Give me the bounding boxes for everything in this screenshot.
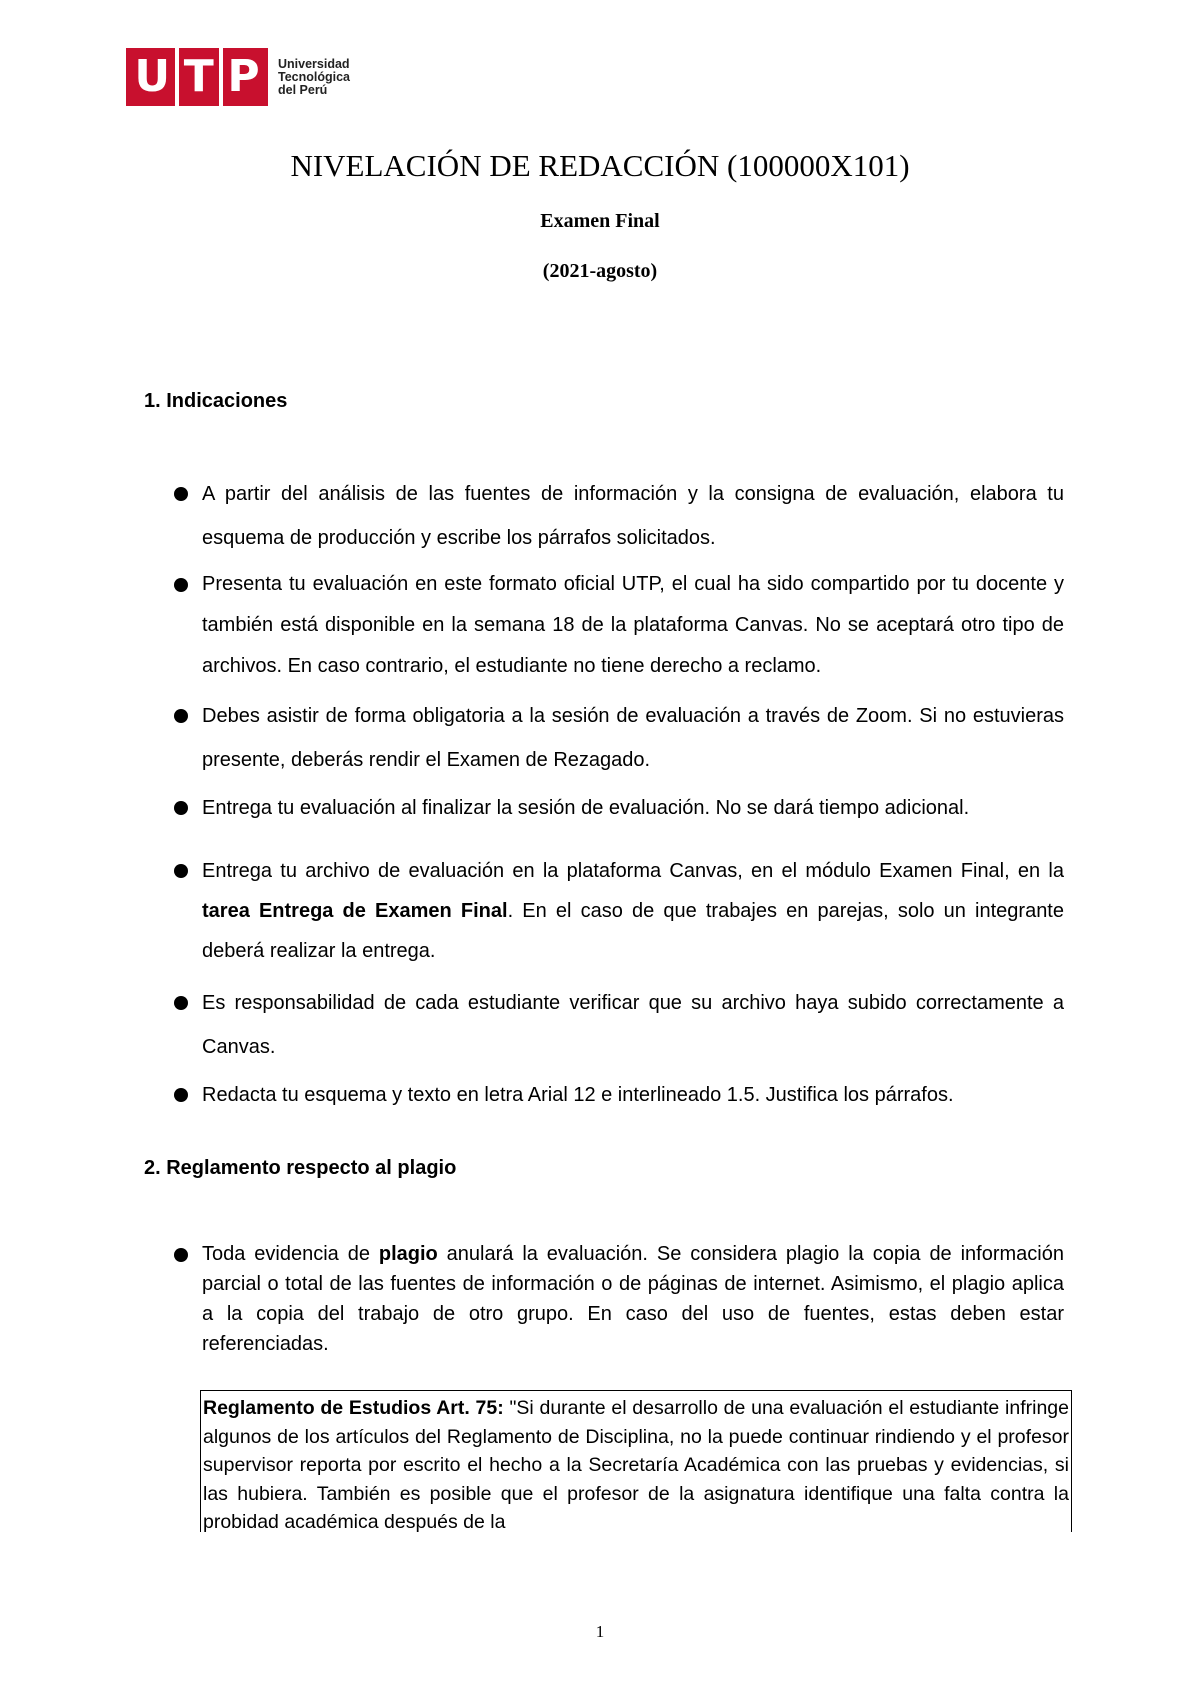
list-item-text: A partir del análisis de las fuentes de información y la consigna de evaluación, elabora tu esquema de producción y escribe los párrafos solicitados. [202,483,1064,549]
bullet-icon [174,801,188,815]
list-item-text: Debes asistir de forma obligatoria a la sesión de evaluación a través de Zoom. Si no estuvieras presente, deberás rendir el Examen de Rezagado. [202,705,1064,771]
logo-divider [175,48,179,106]
list-item [202,1239,1064,1359]
list-item-text: Entrega tu evaluación al finalizar la sesión de evaluación. No se dará tiempo adicional. [202,797,970,819]
list-item [202,981,1064,1069]
logo-divider [219,48,223,106]
list-item-text-part: anulará la evaluación. Se considera plagio la copia de información parcial o total de las fuentes de información o de páginas de internet. Asimismo, el plagio aplica a la copia del trabajo de otro grupo. En caso del uso de fuentes, estas deben estar referenciadas. [202,1243,1064,1355]
bullet-icon [174,487,188,501]
regulation-title: Reglamento de Estudios Art. 75: [203,1397,504,1419]
list-item [202,786,1064,830]
section-heading-plagio: 2. Reglamento respecto al plagio [144,1157,457,1179]
bullet-icon [174,1248,188,1262]
list-item [202,472,1064,560]
logo-line-2: Tecnológica [278,69,351,84]
logo-wordmark [278,58,350,97]
regulation-text: "Si durante el desarrollo de una evaluación el estudiante infringe algunos de los artículos del Reglamento de Disciplina, no la puede continuar rindiendo y el profesor supervisor reporta por escrito el hecho a la Secretaría Académica con las pruebas y evidencias, si las hubiera. También es posible que el profesor de la asignatura identifique una falta contra la probidad académica después de la [203,1397,1069,1532]
logo-line-3: del Perú [278,82,328,97]
list-item-text [202,851,1064,971]
logo-line-1: Universidad [278,56,350,71]
logo-letter-u: U [134,51,171,102]
list-item-text-part: Entrega tu archivo de evaluación en la plataforma Canvas, en el módulo Examen Final, en la [202,860,1064,882]
utp-logo-mark [126,48,268,106]
list-item [202,1073,1064,1117]
list-item-emphasis: tarea Entrega de Examen Final [202,900,508,922]
bullet-icon [174,1088,188,1102]
bullet-icon [174,864,188,878]
document-title: NIVELACIÓN DE REDACCIÓN (100000X101) [290,148,910,183]
logo-letter-t: T [183,51,214,102]
list-item-text: Redacta tu esquema y texto en letra Arial 12 e interlineado 1.5. Justifica los párrafos. [202,1084,954,1106]
document-subtitle: Examen Final [540,210,660,232]
list-item [202,694,1064,782]
page-number: 1 [595,1622,605,1641]
bullet-icon [174,709,188,723]
list-item-text: Es responsabilidad de cada estudiante verificar que su archivo haya subido correctamente a Canvas. [202,992,1064,1058]
utp-logo [126,48,350,106]
list-item-text: Presenta tu evaluación en este formato oficial UTP, el cual ha sido compartido por tu docente y también está disponible en la semana 18 de la plataforma Canvas. No se aceptará otro tipo de archivos. En caso contrario, el estudiante no tiene derecho a reclamo. [202,573,1064,677]
list-item-text [202,1239,1064,1359]
list-item-text-part: Toda evidencia de [202,1243,379,1265]
list-item-emphasis: plagio [378,1243,438,1265]
logo-letter-p: P [227,51,260,102]
bullet-icon [174,996,188,1010]
document-period: (2021-agosto) [542,260,658,282]
list-item [202,851,1064,971]
list-item [202,564,1064,687]
section-heading-indicaciones: 1. Indicaciones [144,390,288,412]
bullet-icon [174,578,188,592]
list-item-text-part: . En el caso de que trabajes en parejas, solo un integrante deberá realizar la entrega. [202,900,1064,962]
regulation-quote-box [200,1390,1072,1532]
